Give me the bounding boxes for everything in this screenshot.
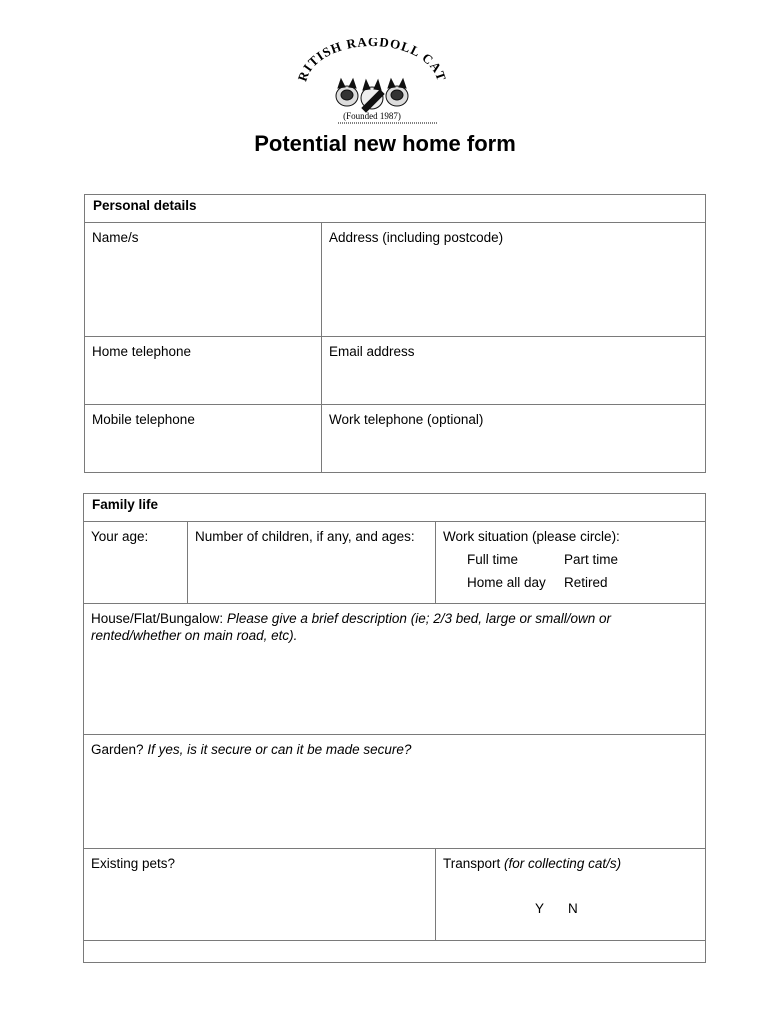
logo-arc-text: RITISH RAGDOLL CAT xyxy=(294,38,450,84)
mobile-telephone-label: Mobile telephone xyxy=(92,412,195,427)
children-label: Number of children, if any, and ages: xyxy=(195,529,415,544)
work-situation-field xyxy=(436,522,706,604)
option-full-time[interactable]: Full time xyxy=(467,552,519,567)
house-label: House/Flat/Bungalow: xyxy=(91,611,224,626)
option-part-time[interactable]: Part time xyxy=(564,552,619,567)
existing-pets-field[interactable] xyxy=(84,849,436,941)
transport-yes-option[interactable]: Y xyxy=(535,901,545,916)
family-life-table xyxy=(83,493,706,963)
home-telephone-label: Home telephone xyxy=(92,344,192,359)
age-label: Your age: xyxy=(91,529,149,544)
page-title: Potential new home form xyxy=(254,131,516,156)
transport-field xyxy=(436,849,706,941)
children-field[interactable] xyxy=(188,522,436,604)
option-retired[interactable]: Retired xyxy=(564,575,608,590)
names-label: Name/s xyxy=(92,230,139,245)
garden-label: Garden? xyxy=(91,742,144,757)
address-label: Address (including postcode) xyxy=(329,230,504,245)
option-home-all-day[interactable]: Home all day xyxy=(467,575,546,590)
mobile-telephone-field[interactable] xyxy=(85,405,322,473)
work-telephone-field[interactable] xyxy=(322,405,706,473)
transport-label: Transport xyxy=(443,856,501,871)
email-label: Email address xyxy=(329,344,415,359)
work-telephone-label: Work telephone (optional) xyxy=(329,412,484,427)
garden-hint: If yes, is it secure or can it be made secure? xyxy=(147,742,412,757)
age-field[interactable] xyxy=(84,522,188,604)
svg-text:THE BRITISH RAGDOLL CAT CLUB xyxy=(292,38,450,87)
personal-details-heading: Personal details xyxy=(85,195,706,223)
existing-pets-label: Existing pets? xyxy=(91,856,176,871)
family-life-heading: Family life xyxy=(84,494,706,522)
club-logo xyxy=(292,38,452,128)
transport-hint: (for collecting cat/s) xyxy=(504,856,622,871)
email-field[interactable] xyxy=(322,337,706,405)
house-hint: Please give a brief description (ie; 2/3 bed, large or small/own or rented/whether on main road, etc). xyxy=(91,611,612,643)
personal-details-table xyxy=(84,194,706,473)
home-telephone-field[interactable] xyxy=(85,337,322,405)
blank-row[interactable] xyxy=(84,941,706,963)
garden-field[interactable] xyxy=(84,735,706,849)
transport-no-option[interactable]: N xyxy=(568,901,578,916)
address-field[interactable] xyxy=(322,223,706,337)
logo-founded-text: (Founded 1987) xyxy=(343,111,401,121)
work-situation-label: Work situation (please circle): xyxy=(443,529,620,544)
house-field[interactable] xyxy=(84,604,706,735)
names-field[interactable] xyxy=(85,223,322,337)
